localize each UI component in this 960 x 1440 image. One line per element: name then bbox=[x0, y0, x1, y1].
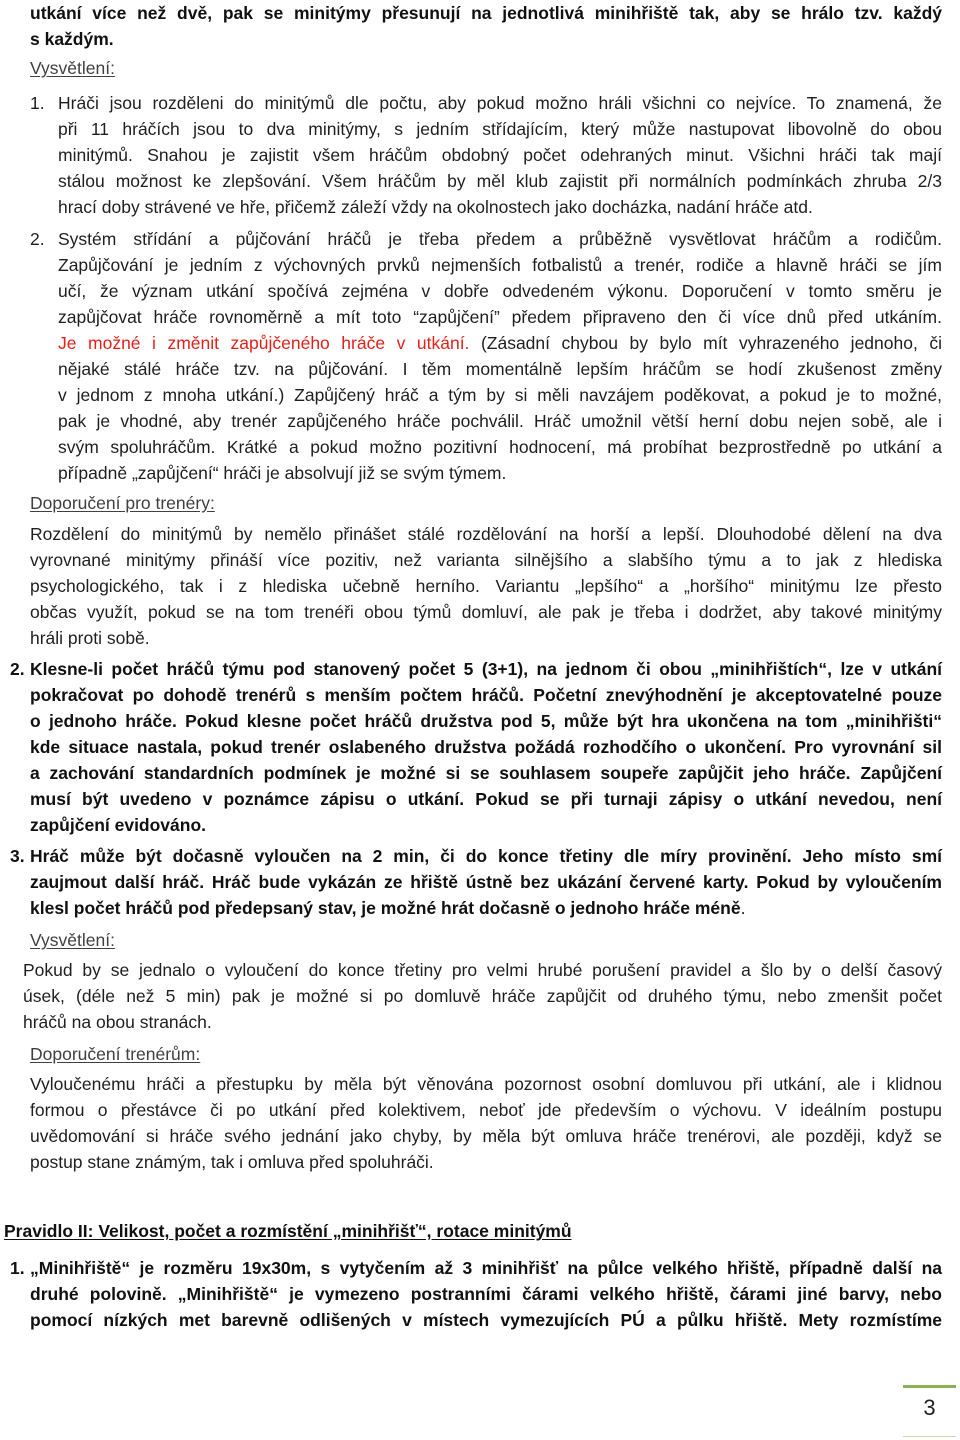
text-line: stálou možnost ke zlepšování. Všem hráčům by měl klub zajistit při normálních podmínkách zhruba 2/3 bbox=[58, 171, 942, 191]
page-number: 3 bbox=[923, 1395, 936, 1420]
highlighted-text: Je možné i změnit zapůjčeného hráče v utkání. bbox=[58, 333, 470, 353]
text-line: o jednoho hráče. Pokud klesne počet hráčů družstva pod 5, může být hra ukončena na tom „minihřišti“ bbox=[30, 711, 942, 731]
text-line: druhé polovině. „Minihřiště“ je vymezeno postranními čárami velkého hřiště, čárami jiné barvy, nebo bbox=[30, 1284, 942, 1304]
continued-paragraph bbox=[30, 0, 942, 52]
text-line: minitýmů. Snahou je zajistit všem hráčům obdobný počet odehraných minut. Všichni hráči tak mají bbox=[58, 145, 942, 165]
text-span: (Zásadní chybou by bylo mít vyhrazeného jednoho, či bbox=[469, 333, 942, 353]
text-line: Systém střídání a půjčování hráčů je třeba předem a průběžně vysvětlovat hráčům a rodičům. bbox=[58, 229, 942, 249]
text-line: Vyloučenému hráči a přestupku by měla být věnována pozornost osobní domluvou při utkání, ale i klidnou bbox=[30, 1074, 942, 1094]
text-line: zapůjčení evidováno. bbox=[30, 815, 207, 835]
list-number: 1. bbox=[30, 93, 45, 113]
recommendation-heading: Doporučení trenérům: bbox=[30, 1044, 201, 1064]
text-line: občas využít, pokud se na tom trenéři obou týmů domluví, ale pak je třeba i dodržet, aby takové minitýmy bbox=[30, 602, 942, 622]
list-item bbox=[30, 226, 942, 486]
rule-item bbox=[10, 1255, 942, 1333]
text-line: Klesne-li počet hráčů týmu pod stanovený počet 5 (3+1), na jednom či obou „minihřištích“, lze v utkání bbox=[30, 659, 942, 679]
text-line: postup stane známým, tak i omluva před spoluhráči. bbox=[30, 1152, 434, 1172]
text-line: úsek, (déle než 5 min) pak je možné si po domluvě hráče zapůjčit od druhého týmu, nebo zmenšit počet bbox=[23, 986, 942, 1006]
text-line: psychologického, tak i z hlediska učebně herního. Variantu „lepšího“ a „horšího“ minitýmu lze přesto bbox=[30, 576, 942, 596]
page-number-box bbox=[903, 1385, 956, 1437]
text-line: a zachování standardních podmínek je možné si se souhlasem soupeře zapůjčit jeho hráče. Zapůjčení bbox=[30, 763, 942, 783]
text-line: hráli proti sobě. bbox=[30, 628, 150, 648]
section-title: Pravidlo II: Velikost, počet a rozmístění „minihřišť“, rotace minitýmů bbox=[4, 1221, 572, 1241]
text-line: Hráči jsou rozděleni do minitýmů dle počtu, aby pokud možno hráli všichni co nejvíce. To znamená, že bbox=[58, 93, 942, 113]
text-span: . bbox=[740, 898, 746, 918]
explanation-paragraph bbox=[23, 957, 942, 1035]
text-line: Zapůjčování je jedním z výchovných prvků nejmenších fotbalistů a trenér, rodiče a hlavně hráči se jím bbox=[58, 255, 942, 275]
text-line: Rozdělení do minitýmů by nemělo přinášet stálé rozdělování na horší a lepší. Dlouhodobé dělení na dva bbox=[30, 524, 942, 544]
rule-number: 3. bbox=[10, 846, 25, 866]
text-line: musí být uvedeno v poznámce zápisu o utkání. Pokud se při turnaji zápisy o utkání nevedou, není bbox=[30, 789, 942, 809]
text-span: klesl počet hráčů pod předepsaný stav, je možné hrát dočasně o jednoho hráče méně bbox=[30, 898, 741, 918]
text-line: případně „zapůjčení“ hráči je absolvují již se svým týmem. bbox=[58, 463, 507, 483]
text-line: Pokud by se jednalo o vyloučení do konce třetiny pro velmi hrubé porušení pravidel a šlo by o delší časový bbox=[23, 960, 942, 980]
text-line: hráčů na obou stranách. bbox=[23, 1012, 212, 1032]
rule-item bbox=[10, 843, 942, 921]
recommendation-heading: Doporučení pro trenéry: bbox=[30, 493, 215, 513]
text-line: kde situace nastala, pokud trenér oslabeného družstva požádá rozhodčího o ukončení. Pro vyrovnání sil bbox=[30, 737, 942, 757]
list-number: 2. bbox=[30, 229, 45, 249]
text-line: hrací doby strávené ve hře, přičemž záleží vždy na okolnostech jako docházka, nadání hráče atd. bbox=[58, 197, 813, 217]
rule-number: 1. bbox=[10, 1258, 25, 1278]
rule-number: 2. bbox=[10, 659, 25, 679]
text-line bbox=[58, 330, 942, 356]
text-line: vyrovnané minitýmy přináší více pozitiv, než varianta silnějšího a slabšího týmu a to jak z hlediska bbox=[30, 550, 942, 570]
recommendation-paragraph bbox=[30, 1071, 942, 1175]
text-line bbox=[30, 895, 942, 921]
text-line: uvědomování si hráče svého jednání jako chyby, by měla být omluva hráče trenérovi, ale později, když se bbox=[30, 1126, 942, 1146]
text-line: formou o přestávce či po utkání před kolektivem, neboť jde především o výchovu. V ideálním postupu bbox=[30, 1100, 942, 1120]
text-line: učí, že význam utkání spočívá zejména v dobře odvedeném výkonu. Doporučení v tomto směru je bbox=[58, 281, 942, 301]
text-line: pak je vhodné, aby trenér zapůjčeného hráče pochválil. Hráč umožnil větší herní dobu nejen sobě, ale i bbox=[58, 411, 942, 431]
text-line: utkání více než dvě, pak se minitýmy přesunují na jednotlivá minihřiště tak, aby se hrálo tzv. každý bbox=[30, 3, 942, 23]
explanation-heading: Vysvětlení: bbox=[30, 930, 115, 950]
text-line: v jednom z mnoha utkání.) Zapůjčený hráč a tým by si měli navzájem poděkovat, a pokud je to možné, bbox=[58, 385, 942, 405]
text-line: pokračovat po dohodě trenérů s menším počtem hráčů. Početní znevýhodnění je akceptovatelné pouze bbox=[30, 685, 942, 705]
text-line: zaujmout další hráč. Hráč bude vykázán ze hřiště ústně bez ukázání červené karty. Pokud by vyloučením bbox=[30, 872, 942, 892]
text-line: při 11 hráčích jsou to dva minitýmy, s jedním střídajícím, který může nastupovat libovolně do obou bbox=[58, 119, 942, 139]
rule-item bbox=[10, 656, 942, 838]
text-line: pomocí nízkých met barevně odlišených v místech vymezujících PÚ a půlku hřiště. Mety rozmístíme bbox=[30, 1310, 942, 1330]
text-line: „Minihřiště“ je rozměru 19x30m, s vytyčením až 3 minihřišť na půlce velkého hřiště, případně další na bbox=[30, 1258, 942, 1278]
list-item bbox=[30, 90, 942, 220]
recommendation-paragraph bbox=[30, 521, 942, 651]
text-line: s každým. bbox=[30, 29, 114, 49]
text-line: zapůjčovat hráče rovnoměrně a mít toto “zapůjčení” předem připraveno den či více dnů před utkáním. bbox=[58, 307, 942, 327]
text-line: Hráč může být dočasně vyloučen na 2 min, či do konce třetiny dle míry provinění. Jeho místo smí bbox=[30, 846, 942, 866]
text-line: nějaké stálé hráče tzv. na půjčování. I těm momentálně lepším hráčům se hodí zkušenost změny bbox=[58, 359, 942, 379]
explanation-list bbox=[0, 90, 960, 486]
text-line: svým spoluhráčům. Krátké a pokud možno pozitivní hodnocení, má probíhat bezprostředně po utkání a bbox=[58, 437, 942, 457]
explanation-heading: Vysvětlení: bbox=[30, 58, 115, 78]
